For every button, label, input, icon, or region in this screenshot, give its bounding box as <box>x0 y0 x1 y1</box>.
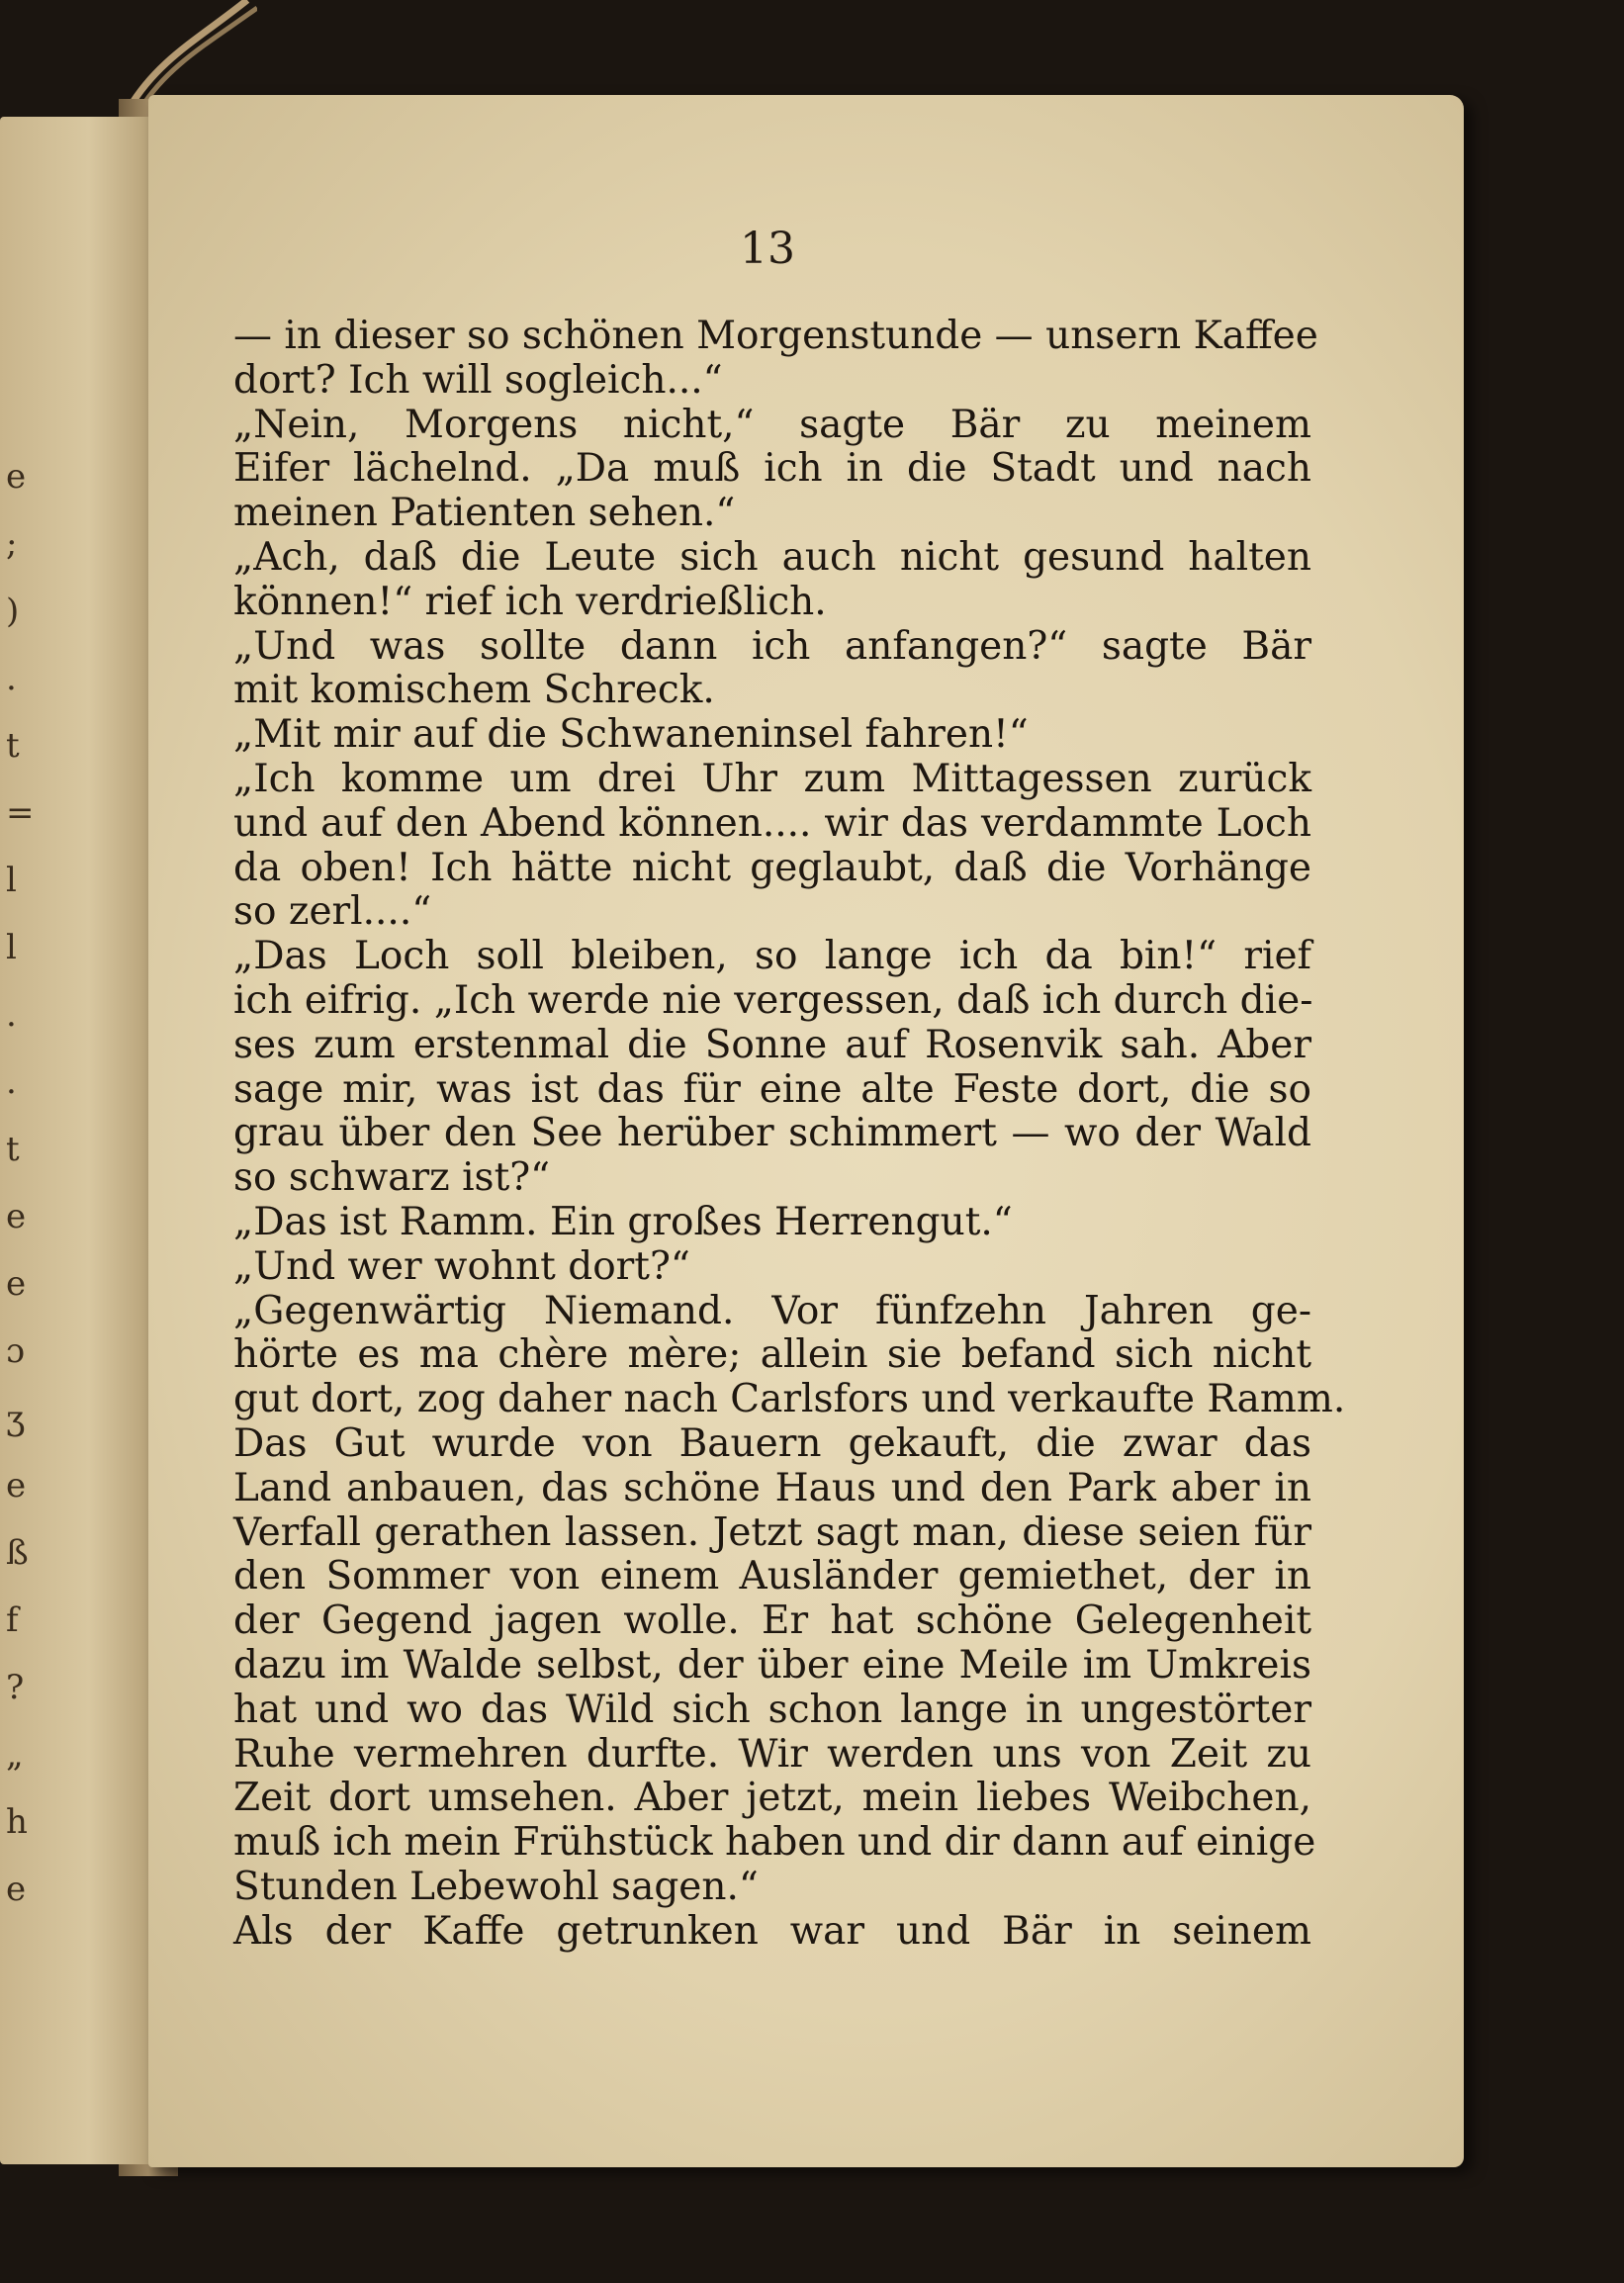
text-line: ich eifrig. „Ich werde nie vergessen, daß ich durch die- <box>233 977 1313 1023</box>
text-line: dort? Ich will sogleich...“ <box>233 357 723 403</box>
text-line: „Ich komme um drei Uhr zum Mittagessen zurück <box>233 756 1311 801</box>
edge-glyph: = <box>6 793 35 833</box>
text-line: den Sommer von einem Ausländer gemiethet, der in <box>233 1554 1311 1599</box>
text-line: „Nein, Morgens nicht,“ sagte Bär zu meinem <box>233 402 1311 447</box>
text-line: meinen Patienten sehen.“ <box>233 491 736 536</box>
text-line: ses zum erstenmal die Sonne auf Rosenvik sah. Aber <box>233 1022 1311 1067</box>
edge-glyph: e <box>6 1466 27 1506</box>
edge-glyph: f <box>6 1600 19 1640</box>
edge-glyph: t <box>6 726 20 766</box>
text-line: „Gegenwärtig Niemand. Vor fünfzehn Jahren ge- <box>233 1288 1311 1333</box>
text-line: „Und was sollte dann ich anfangen?“ sagte Bär <box>233 623 1311 669</box>
text-line: „Das Loch soll bleiben, so lange ich da bin!“ rief <box>233 934 1311 979</box>
text-line: Das Gut wurde von Bauern gekauft, die zwar das <box>233 1420 1311 1466</box>
body-text <box>233 314 1346 1954</box>
text-line: „Ach, daß die Leute sich auch nicht gesund halten <box>233 534 1311 580</box>
edge-glyph: „ <box>6 1735 24 1775</box>
edge-glyph: ? <box>6 1668 25 1707</box>
left-page-edge-glyphs <box>6 443 35 1923</box>
text-line: Eifer lächelnd. „Da muß ich in die Stadt und nach <box>233 446 1311 492</box>
edge-glyph: . <box>6 1062 17 1102</box>
edge-glyph: ʒ <box>6 1399 26 1438</box>
edge-glyph: . <box>6 995 17 1035</box>
edge-glyph: ; <box>6 524 18 564</box>
edge-glyph: e <box>6 1264 27 1304</box>
text-line: Ruhe vermehren durfte. Wir werden uns von Zeit zu <box>233 1731 1311 1777</box>
text-line: Stunden Lebewohl sagen.“ <box>233 1864 759 1909</box>
text-line: Zeit dort umsehen. Aber jetzt, mein liebes Weibchen, <box>233 1776 1311 1821</box>
edge-glyph: e <box>6 1197 27 1236</box>
text-line: „Und wer wohnt dort?“ <box>233 1243 690 1289</box>
edge-glyph: . <box>6 659 17 698</box>
text-line: so zerl....“ <box>233 889 432 935</box>
text-line: — in dieser so schönen Morgenstunde — unsern Kaffee <box>233 314 1318 358</box>
text-line: gut dort, zog daher nach Carlsfors und verkaufte Ramm. <box>233 1377 1346 1422</box>
text-line: „Das ist Ramm. Ein großes Herrengut.“ <box>233 1199 1013 1244</box>
text-line: „Mit mir auf die Schwaneninsel fahren!“ <box>233 712 1029 758</box>
text-line: hat und wo das Wild sich schon lange in ungestörter <box>233 1687 1311 1732</box>
text-line: können!“ rief ich verdrießlich. <box>233 579 827 624</box>
page-number: 13 <box>740 224 795 274</box>
text-line: der Gegend jagen wolle. Er hat schöne Gelegenheit <box>233 1598 1311 1644</box>
edge-glyph: e <box>6 457 27 497</box>
text-line: Land anbauen, das schöne Haus und den Park aber in <box>233 1465 1311 1510</box>
text-line: und auf den Abend können.... wir das verdammte Loch <box>233 800 1311 846</box>
text-line: Verfall gerathen lassen. Jetzt sagt man, diese seien für <box>233 1509 1311 1555</box>
edge-glyph: h <box>6 1802 28 1842</box>
edge-glyph: t <box>6 1130 20 1169</box>
edge-glyph: e <box>6 1870 27 1909</box>
edge-glyph: l <box>6 928 17 967</box>
text-line: dazu im Walde selbst, der über eine Meile im Umkreis <box>233 1642 1311 1688</box>
text-line: hörte es ma chère mère; allein sie befand sich nicht <box>233 1332 1311 1378</box>
text-line: Als der Kaffe getrunken war und Bär in seinem <box>233 1908 1311 1954</box>
text-line: da oben! Ich hätte nicht geglaubt, daß die Vorhänge <box>233 845 1311 890</box>
text-line: sage mir, was ist das für eine alte Feste dort, die so <box>233 1066 1311 1112</box>
edge-glyph: ß <box>6 1533 29 1573</box>
edge-glyph: ɔ <box>6 1331 26 1371</box>
edge-glyph: ) <box>6 592 20 631</box>
binding-string <box>119 0 257 109</box>
left-page-edge <box>0 117 148 2164</box>
text-line: so schwarz ist?“ <box>233 1155 551 1201</box>
text-line: mit komischem Schreck. <box>233 668 715 713</box>
text-line: muß ich mein Frühstück haben und dir dann auf einige <box>233 1820 1316 1866</box>
text-line: grau über den See herüber schimmert — wo der Wald <box>233 1111 1311 1156</box>
edge-glyph: l <box>6 861 17 900</box>
